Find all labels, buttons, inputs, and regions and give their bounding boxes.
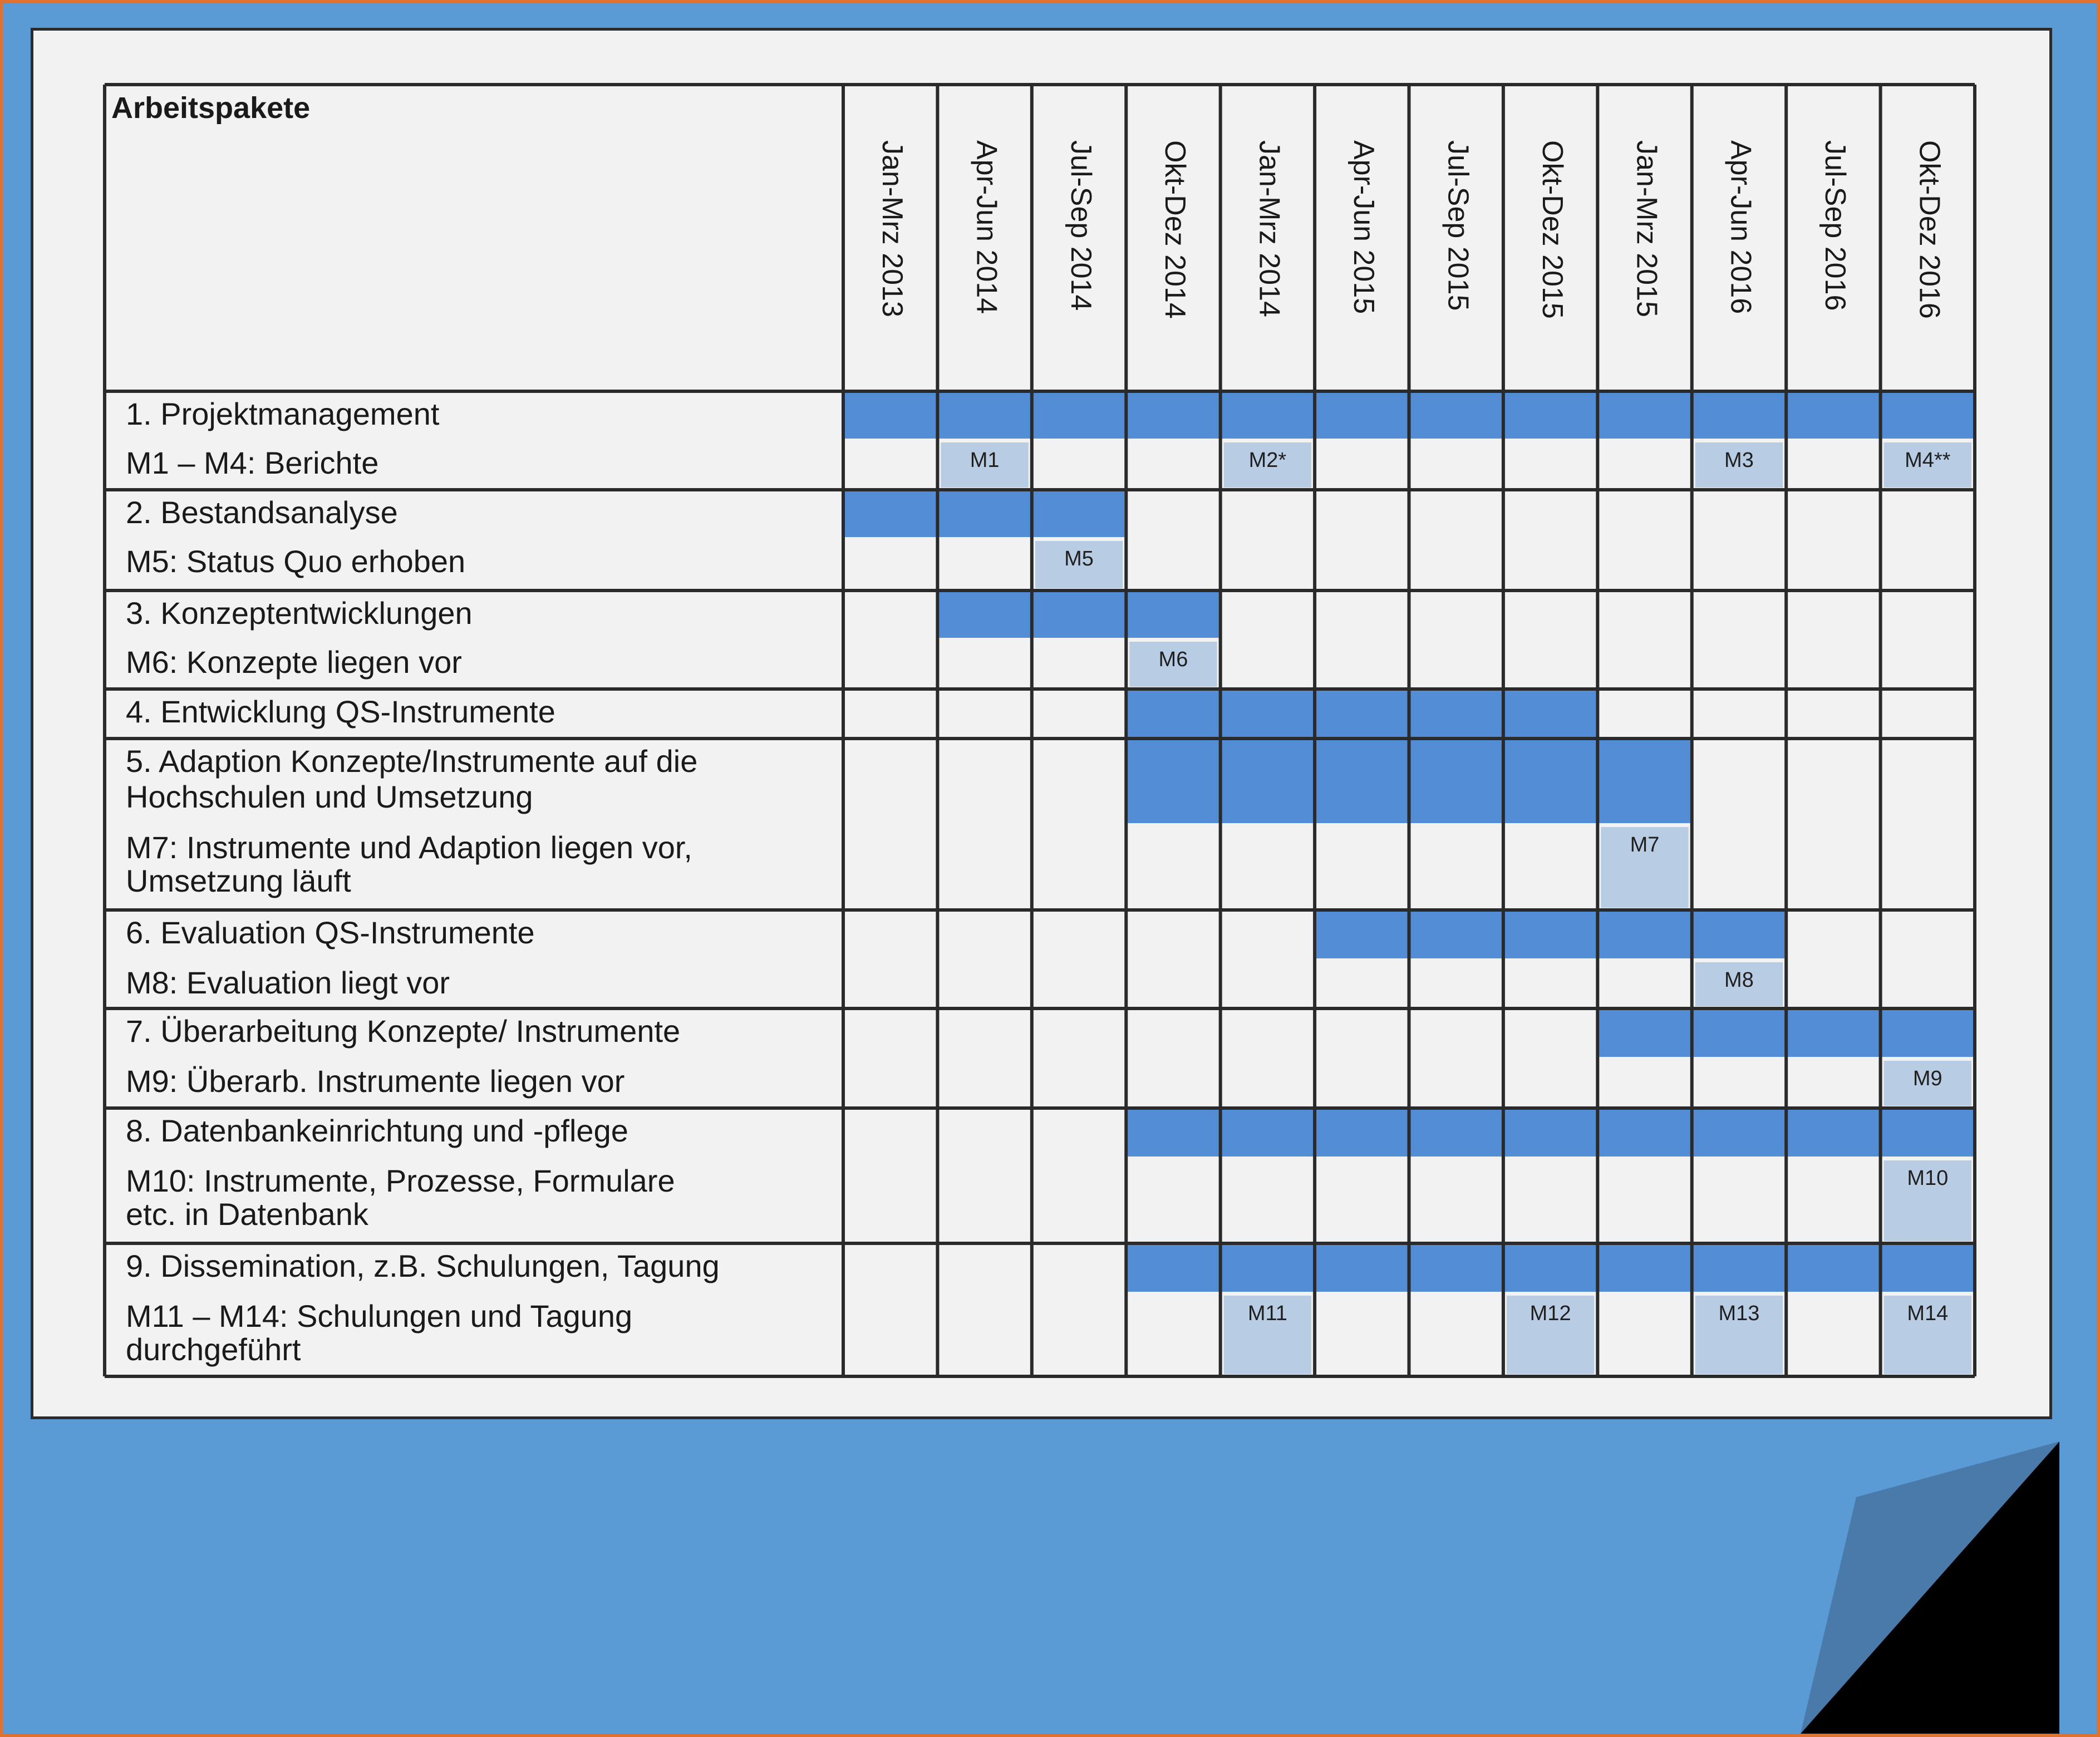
- task-label: 6. Evaluation QS-Instrumente: [126, 915, 535, 950]
- period-header: Jan-Mrz 2014: [1253, 140, 1286, 317]
- milestone-label: M11: [1247, 1302, 1287, 1325]
- milestone-label: M10: [1907, 1167, 1949, 1190]
- period-header: Jan-Mrz 2015: [1630, 140, 1663, 317]
- milestone-description: durchgeführt: [126, 1332, 301, 1367]
- milestone-label: M1: [970, 449, 1000, 472]
- period-header: Apr-Jun 2016: [1724, 140, 1757, 314]
- milestone-description: M10: Instrumente, Prozesse, Formulare: [126, 1163, 675, 1198]
- task-label: 1. Projektmanagement: [126, 396, 440, 431]
- milestone-label: M2*: [1248, 449, 1287, 472]
- task-label: 4. Entwicklung QS-Instrumente: [126, 694, 555, 729]
- milestone-label: M7: [1630, 833, 1660, 857]
- milestone-label: M12: [1529, 1302, 1571, 1325]
- milestone-description: M11 – M14: Schulungen und Tagung: [126, 1298, 633, 1333]
- milestone-label: M6: [1158, 648, 1188, 671]
- period-header: Jan-Mrz 2013: [876, 140, 908, 317]
- task-label: 3. Konzeptentwicklungen: [126, 596, 473, 631]
- milestone-description: etc. in Datenbank: [126, 1197, 368, 1232]
- milestone-description: M9: Überarb. Instrumente liegen vor: [126, 1064, 625, 1099]
- milestone-description: M8: Evaluation liegt vor: [126, 965, 450, 1000]
- milestone-label: M9: [1912, 1067, 1942, 1090]
- milestone-description: M1 – M4: Berichte: [126, 445, 379, 480]
- task-label: 8. Datenbankeinrichtung und -pflege: [126, 1113, 628, 1148]
- period-header: Okt-Dez 2016: [1913, 140, 1946, 319]
- period-header: Jul-Sep 2015: [1442, 140, 1474, 311]
- period-header: Jul-Sep 2016: [1819, 140, 1852, 311]
- period-header: Okt-Dez 2015: [1536, 140, 1568, 319]
- milestone-label: M13: [1718, 1302, 1760, 1325]
- milestone-label: M14: [1907, 1302, 1949, 1325]
- period-header: Okt-Dez 2014: [1159, 140, 1192, 319]
- milestone-label: M3: [1724, 449, 1754, 472]
- header-label: Arbeitspakete: [111, 91, 311, 125]
- milestone-label: M4**: [1905, 449, 1951, 472]
- task-label: 7. Überarbeitung Konzepte/ Instrumente: [126, 1013, 681, 1049]
- task-label: 9. Dissemination, z.B. Schulungen, Tagung: [126, 1248, 720, 1283]
- milestone-description: M6: Konzepte liegen vor: [126, 644, 462, 680]
- task-label: Hochschulen und Umsetzung: [126, 779, 533, 814]
- milestone-description: M7: Instrumente und Adaption liegen vor,: [126, 830, 692, 865]
- milestone-description: Umsetzung läuft: [126, 863, 351, 898]
- period-header: Apr-Jun 2015: [1347, 140, 1380, 314]
- period-header: Jul-Sep 2014: [1064, 140, 1097, 311]
- milestone-label: M8: [1724, 968, 1754, 992]
- task-label: 5. Adaption Konzepte/Instrumente auf die: [126, 744, 698, 779]
- task-label: 2. Bestandsanalyse: [126, 495, 398, 530]
- milestone-description: M5: Status Quo erhoben: [126, 544, 466, 579]
- milestone-label: M5: [1064, 547, 1094, 570]
- period-header: Apr-Jun 2014: [970, 140, 1003, 314]
